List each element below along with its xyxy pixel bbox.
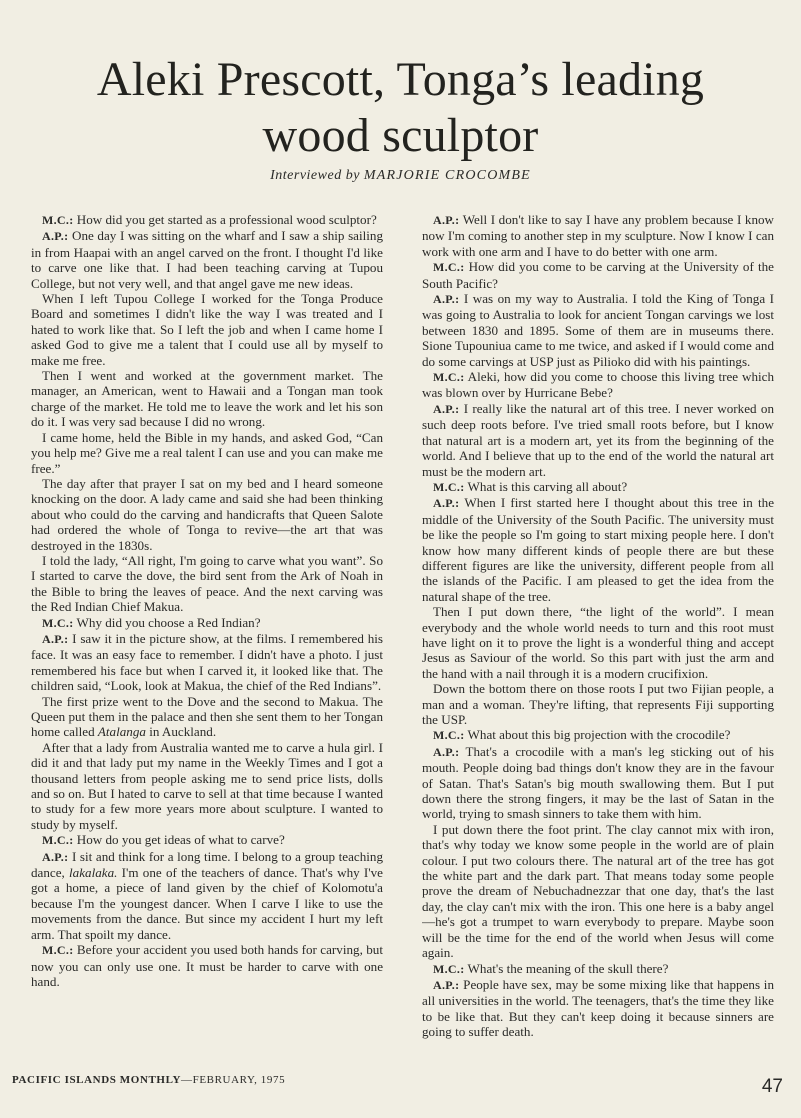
paragraph-text: Then I went and worked at the government market. The manager, an American, went to Hawaii and a Tongan man took charge of the market. He told me to leave the work and let his son do it. I was very sad because I did no wrong. [31, 368, 383, 430]
title-line-1: Aleki Prescott, Tonga’s leading [96, 53, 705, 106]
paragraph-text: I was on my way to Australia. I told the King of Tonga I was going to Australia to look for ancient Tongan carvings we lost between 1830 and 1895. Some of them are in museums there. Sione Tupouniua came to me twice, and asked if I would come and do some carvings at USP just as Pilioko did with his paintings. [422, 291, 774, 369]
paragraph-text: After that a lady from Australia wanted me to carve a hula girl. I did it and that lady put my name in the Weekly Times and I got a thousand letters from people asking me to send price lists, dolls and so on. But I hated to carve to sell at that time because I wanted to study for a few more years more about sculpture. I wanted to study by myself. [31, 739, 383, 832]
paragraph-text: Down the bottom there on those roots I put two Fijian people, a man and a woman. They're lifting, that represents Fiji supporting the USP. [422, 681, 774, 727]
interview-paragraph [31, 430, 383, 476]
speaker-label: M.C.: [42, 943, 74, 958]
speaker-label: M.C.: [42, 615, 74, 630]
paragraph-text: That's a crocodile with a man's leg sticking out of his mouth. People doing bad things don't know they are in the favour of Satan. That's Satan's big mouth swallowing them. But I put down there the strong fingers, it may be the last of Satan in the world, trying to smash sinners to take them with him. [422, 743, 774, 822]
paragraph-text-continued: I'm one of the teachers of dance. That's why I've got a home, a piece of land given by the chief of Kolomotu'a because I'm the youngest dancer. When I carve I like to use the movements from the dance. But since my accident I hurt my left arm. That spoilt my dance. [31, 865, 383, 942]
paragraph-text: What about this big projection with the crocodile? [464, 727, 731, 743]
speaker-label: M.C.: [433, 260, 465, 275]
magazine-name: PACIFIC ISLANDS MONTHLY [12, 1074, 182, 1086]
paragraph-text: I put down there the foot print. The clay cannot mix with iron, that's why today we know some people in the world are of plain colour. I put two colours there. The natural art of the tree has got the white part and the dark part. That means today some people prove the dream of Nebuchadnezzar that one day, that's the last day, the clay can't mix with the iron. This one here is a baby angel—he's got a trumpet to warn everybody to prepare. Maybe soon will be the time for the end of the world when Jesus will come again. [422, 821, 774, 961]
speaker-label: M.C.: [42, 213, 74, 227]
speaker-label: A.P.: [433, 292, 460, 307]
paragraph-text: How do you get ideas of what to carve? [73, 832, 285, 848]
speaker-label: M.C.: [433, 961, 465, 976]
byline [0, 168, 801, 184]
interview-paragraph [422, 961, 774, 977]
interview-paragraph [31, 553, 383, 615]
italic-term: lakalaka. [69, 865, 118, 881]
paragraph-text: How did you get started as a professional wood sculptor? [73, 212, 377, 227]
article-title [20, 52, 781, 164]
speaker-label: A.P.: [42, 229, 69, 244]
interview-paragraph [31, 631, 383, 694]
interview-paragraph [31, 740, 383, 832]
interview-paragraph [422, 681, 774, 727]
speaker-label: A.P.: [433, 744, 460, 759]
paragraph-text: What's the meaning of the skull there? [464, 960, 669, 976]
paragraph-text: Aleki, how did you come to choose this living tree which was blown over by Hurricane Bebe? [422, 369, 774, 401]
paragraph-text: Before your accident you used both hands for carving, but now you can only use one. It must be harder to carve with one hand. [31, 942, 383, 989]
interview-paragraph [422, 822, 774, 961]
paragraph-text: The day after that prayer I sat on my bed and I heard someone knocking on the door. A lady came and said she had been thinking about who could do the carving and handicrafts that Queen Salote had ordered the whole of Tonga to revive—the art that was destroyed in the 1830s. [31, 475, 383, 553]
paragraph-text: One day I was sitting on the wharf and I saw a ship sailing in from Haapai with an angel carved on the front. I thought I'd like to carve one like that. I had been teaching carving at Tupou College, but not very well, and that angel gave me new ideas. [31, 228, 383, 291]
paragraph-text: Then I put down there, “the light of the world”. I mean everybody and the whole world needs to turn and this root must have light on it to prove the light is a wonderful thing and accept Jesus as Saviour of the world. So this part with just the arm and the hand with a nail through it is a modern crucifixion. [422, 604, 774, 681]
interview-paragraph [422, 369, 774, 401]
paragraph-text: Well I don't like to say I have any problem because I know now I'm coming to another step in my sculpture. Now I know I can work with one arm and I have to do better with one arm. [422, 212, 774, 259]
interview-paragraph [31, 476, 383, 553]
interview-paragraph [422, 479, 774, 495]
speaker-label: A.P.: [42, 849, 69, 864]
interview-paragraph [31, 942, 383, 989]
byline-prefix: Interviewed by [270, 168, 360, 183]
interview-paragraph [422, 212, 774, 259]
interview-paragraph [31, 291, 383, 368]
interview-paragraph [31, 832, 383, 848]
interview-paragraph [31, 212, 383, 228]
paragraph-text: I saw it in the picture show, at the films. I remembered his face. It was an easy face to remember. I didn't have a photo. I just remembered his face but when I carved it, it looked like that. The children said, “Look, look at Makua, the chief of the Red Indians”. [31, 630, 383, 694]
italic-term: Atalanga [97, 724, 146, 740]
paragraph-text-continued: in Auckland. [145, 724, 217, 740]
paragraph-text: I came home, held the Bible in my hands, and asked God, “Can you help me? Give me a real talent I can use and you can make me free.” [31, 429, 383, 476]
paragraph-text: People have sex, may be some mixing like that happens in all universities in the world. The teenagers, that's the time they like to be like that. But they can't keep doing it because sinners are going to suffer death. [422, 976, 774, 1040]
speaker-label: A.P.: [433, 496, 460, 511]
interview-paragraph [422, 604, 774, 681]
title-line-2: wood sculptor [262, 109, 539, 162]
left-column [31, 212, 383, 1042]
issue-date: —FEBRUARY, 1975 [181, 1074, 286, 1086]
paragraph-text: I sit and think for a long time. I belong to a group teaching dance, [31, 848, 383, 881]
paragraph-text: How did you come to be carving at the University of the South Pacific? [422, 259, 774, 291]
paragraph-text: I told the lady, “All right, I'm going to carve what you want”. So I started to carve the dove, the bird sent from the Ark of Noah in the Bible to bring the leaves of peace. And the next carving was the Red Indian Chief Makua. [31, 552, 383, 615]
speaker-label: M.C.: [433, 479, 465, 494]
interview-paragraph [422, 727, 774, 743]
interview-paragraph [31, 849, 383, 942]
page-footer [12, 1074, 285, 1086]
interview-paragraph [31, 368, 383, 430]
interview-paragraph [422, 259, 774, 291]
paragraph-text: When I left Tupou College I worked for the Tonga Produce Board and sometimes I didn't like the way I was treated and I hated to work like that. So I left the job and when I came home I asked God to give me a talent that I could use all by myself to make me free. [31, 291, 383, 368]
speaker-label: A.P.: [433, 401, 460, 416]
interview-paragraph [422, 495, 774, 604]
page-number: 47 [761, 1076, 783, 1097]
speaker-label: M.C.: [433, 728, 465, 743]
speaker-label: A.P.: [433, 977, 460, 992]
paragraph-text: When I first started here I thought about this tree in the middle of the University of the South Pacific. The university must be like the people so I'm going to start mixing people here. I don't know how many different kinds of people there are but these different figures are like the university, different people from all the islands of the Pacific. I am pleased to get the idea from the natural shape of the tree. [422, 495, 774, 604]
interview-paragraph [422, 977, 774, 1040]
paragraph-text: Why did you choose a Red Indian? [73, 614, 261, 630]
byline-author: MARJORIE CROCOMBE [363, 168, 531, 183]
interview-paragraph [31, 694, 383, 740]
speaker-label: M.C.: [433, 370, 465, 385]
paragraph-text: The first prize went to the Dove and the second to Makua. The Queen put them in the palace and then she sent them to her Tongan home called [31, 693, 383, 740]
right-column [422, 212, 774, 1042]
paragraph-text: I really like the natural art of this tree. I never worked on such deep roots before. I've tried small roots before, but I know that natural art is a modern art, yet its from the beginning of the world. And I believe that up to the end of the world the natural art must be the modern art. [422, 400, 774, 479]
speaker-label: A.P.: [42, 631, 69, 646]
interview-paragraph [422, 291, 774, 369]
speaker-label: M.C.: [42, 833, 74, 848]
interview-paragraph [31, 228, 383, 291]
interview-paragraph [422, 744, 774, 822]
interview-paragraph [422, 401, 774, 479]
speaker-label: A.P.: [433, 213, 460, 227]
interview-paragraph [31, 615, 383, 631]
paragraph-text: What is this carving all about? [464, 478, 628, 494]
